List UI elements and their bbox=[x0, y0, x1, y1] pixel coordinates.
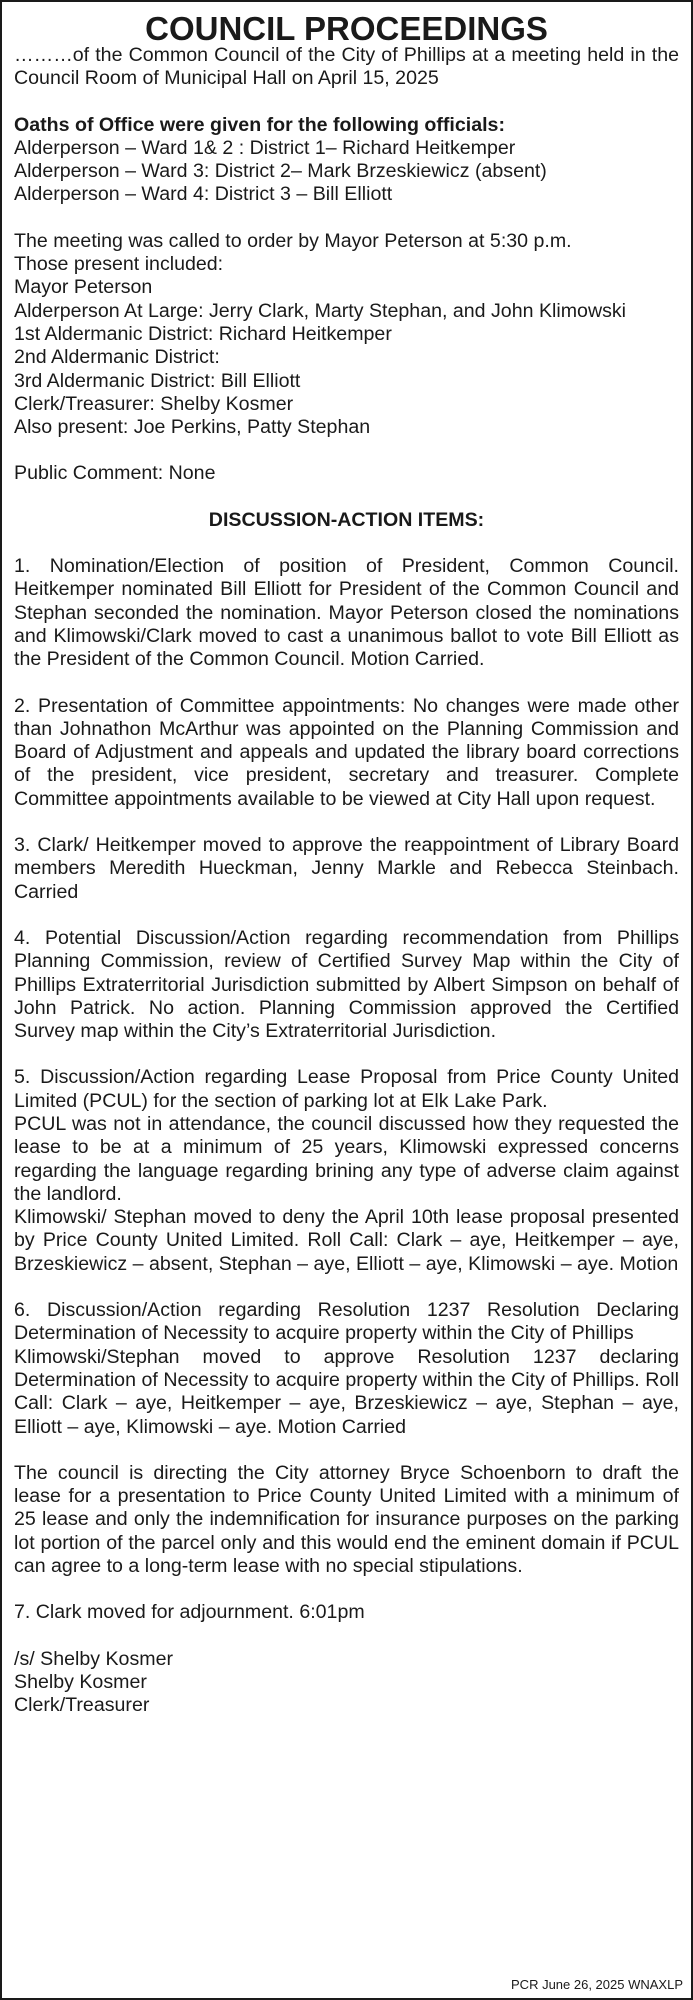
agenda-item-5-motion: Klimowski/ Stephan moved to deny the April 10th lease proposal presented by Price County United Limited. Roll Call: Clark – aye, Heitkemper – aye, Brzeskiewicz – absent, Stephan – aye, Elliott – aye, Klimowski – aye. Motion bbox=[14, 1206, 679, 1275]
agenda-item-4: 4. Potential Discussion/Action regarding recommendation from Phillips Planning Commission, review of Certified Survey Map within the City of Phillips Extraterritorial Jurisdiction submitted by Albert Simpson on behalf of John Patrick. No action. Planning Commission approved the Certified Survey map within the City’s Extraterritorial Jurisdiction. bbox=[14, 926, 679, 1043]
attendance-line: Clerk/Treasurer: Shelby Kosmer bbox=[14, 392, 294, 415]
attendance-line: 1st Aldermanic District: Richard Heitkemper bbox=[14, 322, 392, 345]
publication-footer: PCR June 26, 2025 WNAXLP bbox=[511, 1977, 683, 1992]
signature-title: Clerk/Treasurer bbox=[14, 1694, 150, 1717]
agenda-item-6-intro: 6. Discussion/Action regarding Resolution 1237 Resolution Declaring Determination of Necessity to acquire property within the City of Phillips bbox=[14, 1299, 679, 1345]
spacer bbox=[14, 439, 679, 462]
oath-line: Alderperson – Ward 4: District 3 – Bill Elliott bbox=[14, 183, 393, 206]
oaths-heading: Oaths of Office were given for the following officials: bbox=[14, 113, 505, 136]
spacer bbox=[14, 904, 679, 927]
public-comment: Public Comment: None bbox=[14, 462, 216, 485]
notice-title: COUNCIL PROCEEDINGS bbox=[145, 10, 548, 47]
attendance-line: The meeting was called to order by Mayor Peterson at 5:30 p.m. bbox=[14, 229, 572, 252]
attendance-line: Also present: Joe Perkins, Patty Stephan bbox=[14, 416, 371, 439]
oath-line: Alderperson – Ward 1& 2 : District 1– Richard Heitkemper bbox=[14, 136, 516, 159]
agenda-item-6 bbox=[14, 1299, 679, 1439]
agenda-item-7: 7. Clark moved for adjournment. 6:01pm bbox=[14, 1601, 365, 1624]
attendance-block bbox=[14, 230, 679, 440]
discussion-action-heading: DISCUSSION-ACTION ITEMS: bbox=[208, 508, 485, 531]
spacer bbox=[14, 1578, 679, 1601]
spacer bbox=[14, 1043, 679, 1066]
agenda-item-5-discussion: PCUL was not in attendance, the council discussed how they requested the lease to be at a minimum of 25 years, Klimowski expressed concerns regarding the language regarding brining any type of adverse claim against the landlord. bbox=[14, 1112, 679, 1205]
signature-name: Shelby Kosmer bbox=[14, 1670, 147, 1693]
spacer bbox=[14, 672, 679, 695]
signature-block bbox=[14, 1648, 679, 1718]
attendance-line: Alderperson At Large: Jerry Clark, Marty Stephan, and John Klimowski bbox=[14, 299, 627, 322]
spacer bbox=[14, 207, 679, 230]
attendance-line: 3rd Aldermanic District: Bill Elliott bbox=[14, 369, 301, 392]
agenda-item-5 bbox=[14, 1066, 679, 1276]
spacer bbox=[14, 532, 679, 555]
agenda-item-1: 1. Nomination/Election of position of President, Common Council. Heitkemper nominated Bill Elliott for President of the Common Council and Stephan seconded the nomination. Mayor Peterson closed the nominations and Klimowski/Clark moved to cast a unanimous ballot to vote Bill Elliott as the President of the Common Council. Motion Carried. bbox=[14, 555, 679, 671]
oaths-block bbox=[14, 114, 679, 207]
attendance-line: Those present included: bbox=[14, 253, 224, 276]
spacer bbox=[14, 1276, 679, 1299]
attendance-line: Mayor Peterson bbox=[14, 276, 153, 299]
agenda-item-2: 2. Presentation of Committee appointments: No changes were made other than Johnathon McArthur was appointed on the Planning Commission and Board of Adjustment and appeals and updated the library board corrections of the president, vice president, secretary and treasurer. Complete Committee appointments available to be viewed at City Hall upon request. bbox=[14, 694, 679, 810]
spacer bbox=[14, 486, 679, 509]
attorney-directive: The council is directing the City attorney Bryce Schoenborn to draft the lease for a presentation to Price County United Limited with a minimum of 25 lease and only the indemnification for insurance purposes on the parking lot portion of the parcel only and this would end the eminent domain if PCUL can agree to a long-term lease with no special stipulations. bbox=[14, 1461, 679, 1578]
spacer bbox=[14, 811, 679, 834]
spacer bbox=[14, 1625, 679, 1648]
spacer bbox=[14, 91, 679, 114]
agenda-item-5-intro: 5. Discussion/Action regarding Lease Proposal from Price County United Limited (PCUL) for the section of parking lot at Elk Lake Park. bbox=[14, 1066, 679, 1112]
intro-paragraph: ………of the Common Council of the City of Phillips at a meeting held in the Council Room of Municipal Hall on April 15, 2025 bbox=[14, 44, 679, 90]
attendance-line: 2nd Aldermanic District: bbox=[14, 346, 220, 369]
agenda-item-6-motion: Klimowski/Stephan moved to approve Resolution 1237 declaring Determination of Necessity to acquire property within the City of Phillips. Roll Call: Clark – aye, Heitkemper – aye, Brzeskiewicz – aye, Stephan – aye, Elliott – aye, Klimowski – aye. Motion Carried bbox=[14, 1345, 679, 1438]
oath-line: Alderperson – Ward 3: District 2– Mark Brzeskiewicz (absent) bbox=[14, 160, 547, 183]
agenda-item-3: 3. Clark/ Heitkemper moved to approve the reappointment of Library Board members Meredith Hueckman, Jenny Markle and Rebecca Steinbach. Carried bbox=[14, 834, 679, 903]
spacer bbox=[14, 1439, 679, 1462]
signature-line: /s/ Shelby Kosmer bbox=[14, 1647, 173, 1670]
